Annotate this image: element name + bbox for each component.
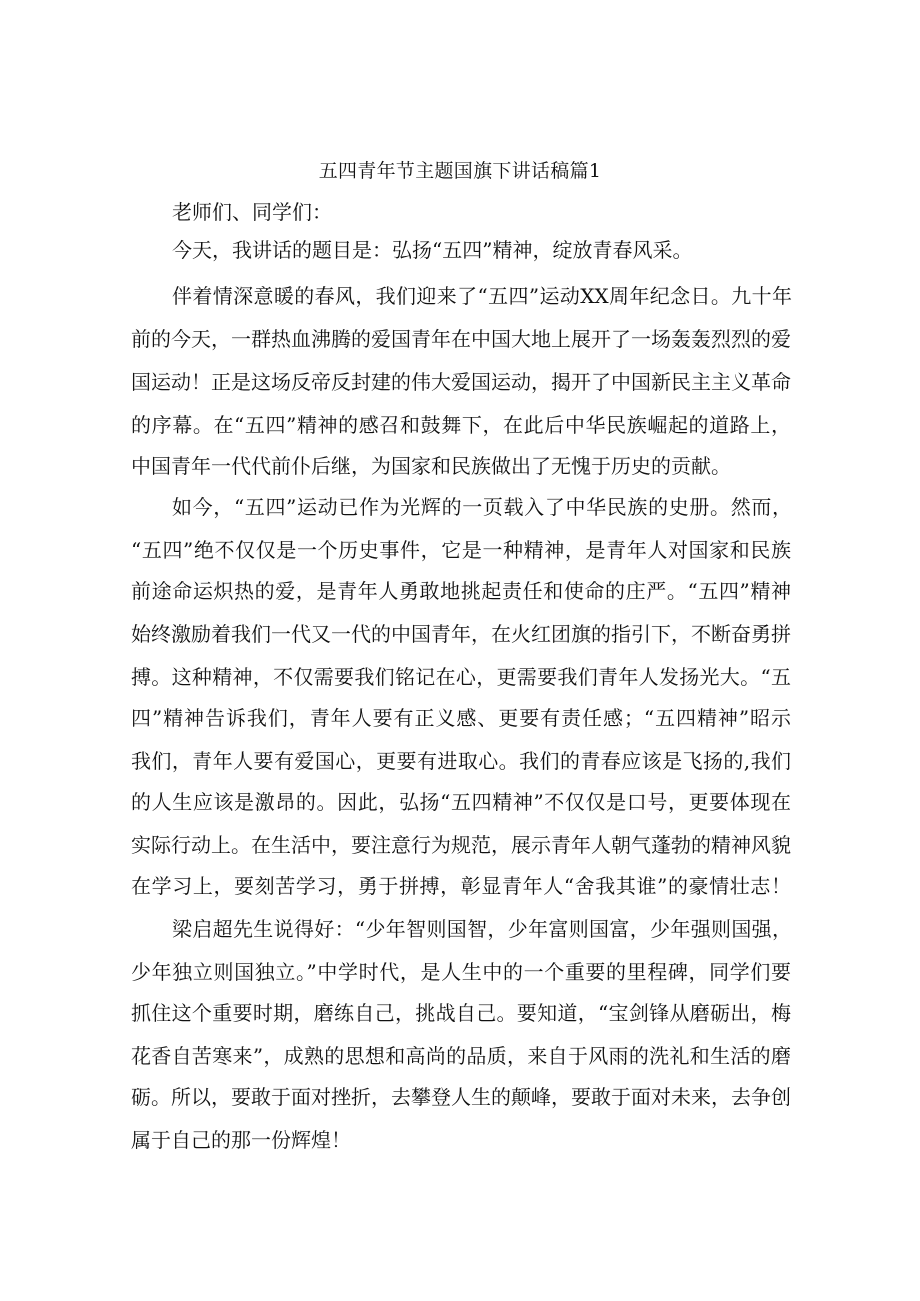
paragraph-line: 在学习上，要刻苦学习，勇于拼搏，彰显青年人“舍我其谁”的豪情壮志！ — [131, 874, 791, 898]
paragraph-line: 前途命运炽热的爱，是青年人勇敢地挑起责任和使命的庄严。“五四”精神 — [131, 579, 791, 603]
paragraph-line: 始终激励着我们一代又一代的中国青年，在火红团旗的指引下，不断奋勇拼 — [131, 622, 791, 646]
paragraph-line: 国运动！正是这场反帝反封建的伟大爱国运动，揭开了中国新民主主义革命 — [131, 370, 791, 394]
paragraph-line: 如今，“五四”运动已作为光辉的一页载入了中华民族的史册。然而， — [172, 495, 792, 519]
paragraph-line: 前的今天，一群热血沸腾的爱国青年在中国大地上展开了一场轰轰烈烈的爱 — [131, 327, 791, 351]
paragraph-line: “五四”绝不仅仅是一个历史事件，它是一种精神，是青年人对国家和民族 — [131, 538, 791, 562]
paragraph-line: 伴着情深意暖的春风，我们迎来了“五四”运动XX周年纪念日。九十年 — [172, 284, 792, 308]
paragraph-line: 中国青年一代代前仆后继，为国家和民族做出了无愧于历史的贡献。 — [131, 454, 731, 478]
paragraph-line: 少年独立则国独立。”中学时代，是人生中的一个重要的里程碑，同学们要 — [131, 960, 791, 984]
paragraph-line: 抓住这个重要时期，磨练自己，挑战自己。要知道，“宝剑锋从磨砺出，梅 — [131, 1001, 791, 1025]
paragraph-line: 属于自己的那一份辉煌！ — [131, 1128, 351, 1152]
paragraph-line: 砺。所以，要敢于面对挫折，去攀登人生的颠峰，要敢于面对未来，去争创 — [131, 1085, 791, 1109]
salutation-line: 老师们、同学们： — [172, 200, 332, 224]
page-title: 五四青年节主题国旗下讲话稿篇1 — [318, 160, 602, 182]
paragraph-line: 梁启超先生说得好：“少年智则国智，少年富则国富，少年强则国强， — [172, 917, 792, 941]
paragraph-line: 搏。这种精神，不仅需要我们铭记在心，更需要我们青年人发扬光大。“五 — [131, 665, 791, 689]
paragraph-line: 四”精神告诉我们，青年人要有正义感、更要有责任感；“五四精神”昭示 — [131, 706, 791, 730]
paragraph-line: 的序幕。在“五四”精神的感召和鼓舞下，在此后中华民族崛起的道路上， — [131, 413, 791, 437]
paragraph-line: 实际行动上。在生活中，要注意行为规范，展示青年人朝气蓬勃的精神风貌 — [131, 833, 791, 857]
paragraph-line: 我们，青年人要有爱国心，更要有进取心。我们的青春应该是飞扬的,我们 — [131, 749, 791, 773]
speech-topic-line: 今天，我讲话的题目是：弘扬“五四”精神，绽放青春风采。 — [172, 238, 693, 262]
paragraph-line: 的人生应该是激昂的。因此，弘扬“五四精神”不仅仅是口号，更要体现在 — [131, 790, 791, 814]
paragraph-line: 花香自苦寒来”，成熟的思想和高尚的品质，来自于风雨的洗礼和生活的磨 — [131, 1044, 791, 1068]
